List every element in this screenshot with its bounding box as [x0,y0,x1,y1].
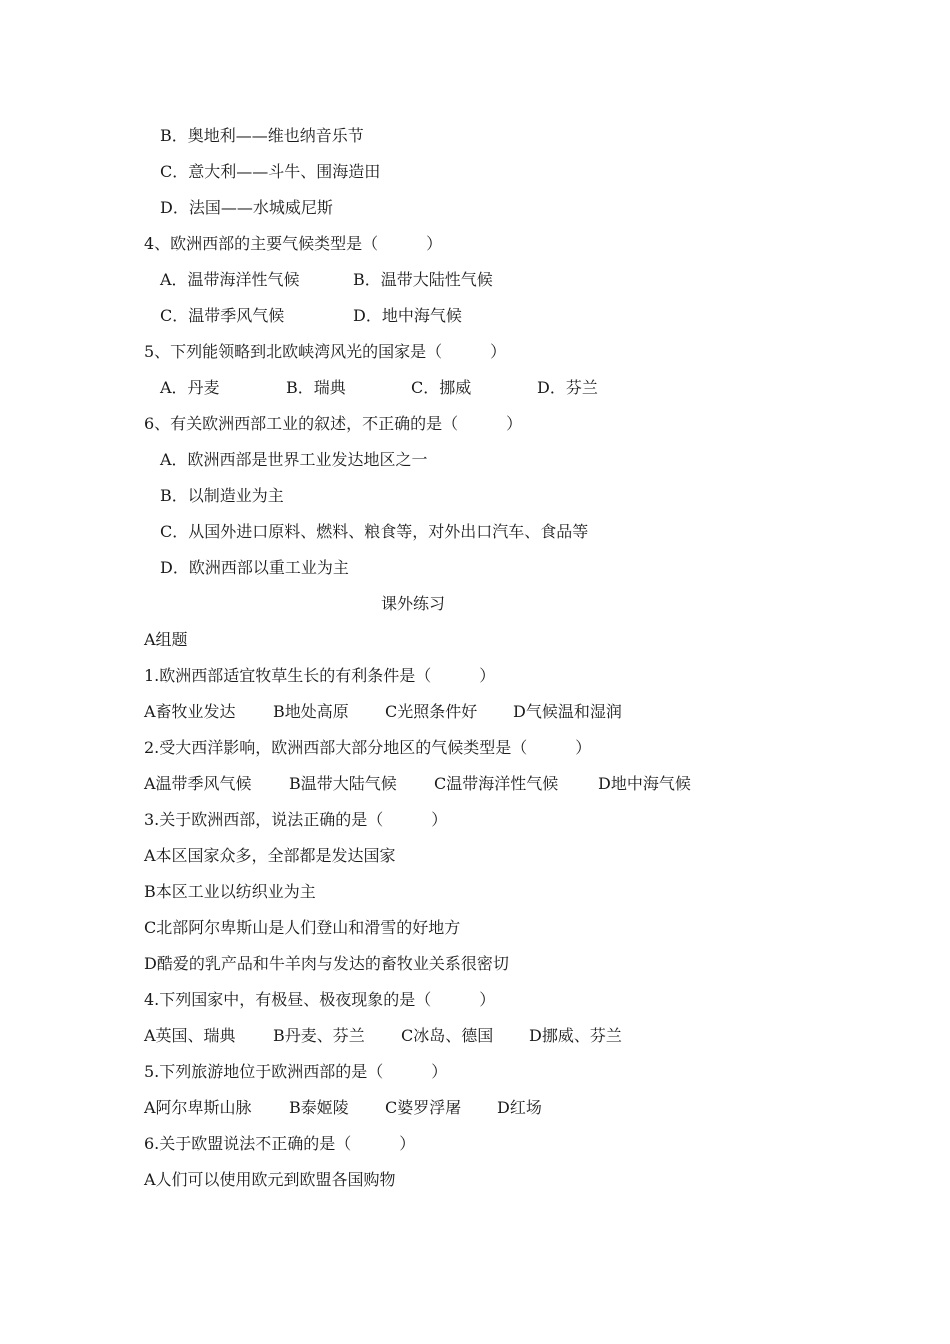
ex-q3-stem: 3.关于欧洲西部，说法正确的是（ ） [144,810,448,829]
ex-q3-option-a: A本区国家众多，全部都是发达国家 [144,846,396,865]
q3-option-c: C．意大利——斗牛、围海造田 [160,162,381,181]
ex-q2-option-a: A温带季风气候 [144,774,252,793]
ex-q5-option-b: B泰姬陵 [289,1098,349,1117]
q5-stem: 5、下列能领略到北欧峡湾风光的国家是（ ） [144,342,507,361]
q4-option-a: A．温带海洋性气候 [160,270,300,289]
q5-option-c: C．挪威 [411,378,472,397]
q3-option-b: B．奥地利——维也纳音乐节 [160,126,364,145]
q4-option-c: C．温带季风气候 [160,306,285,325]
ex-q1-option-b: B地处高原 [273,702,349,721]
section-title: 课外练习 [380,594,445,613]
ex-q1-option-d: D气候温和湿润 [513,702,622,721]
ex-q6-option-a: A人们可以使用欧元到欧盟各国购物 [144,1170,396,1189]
q5-option-b: B．瑞典 [286,378,346,397]
q3-option-d: D．法国——水城威尼斯 [160,198,333,217]
q4-stem: 4、欧洲西部的主要气候类型是（ ） [144,234,443,253]
ex-q3-option-c: C北部阿尔卑斯山是人们登山和滑雪的好地方 [144,918,461,937]
group-label: A组题 [144,630,188,649]
ex-q4-option-d: D挪威、芬兰 [529,1026,622,1045]
ex-q1-option-c: C光照条件好 [385,702,478,721]
q6-option-d: D．欧洲西部以重工业为主 [160,558,349,577]
ex-q4-option-b: B丹麦、芬兰 [273,1026,365,1045]
ex-q2-stem: 2.受大西洋影响，欧洲西部大部分地区的气候类型是（ ） [144,738,592,757]
ex-q1-stem: 1.欧洲西部适宜牧草生长的有利条件是（ ） [144,666,496,685]
ex-q5-option-a: A阿尔卑斯山脉 [144,1098,252,1117]
ex-q6-stem: 6.关于欧盟说法不正确的是（ ） [144,1134,416,1153]
q5-option-d: D．芬兰 [537,378,598,397]
ex-q2-option-d: D地中海气候 [598,774,691,793]
ex-q2-option-b: B温带大陆气候 [289,774,397,793]
q5-option-a: A．丹麦 [160,378,220,397]
ex-q4-option-c: C冰岛、德国 [401,1026,494,1045]
q4-option-d: D．地中海气候 [353,306,462,325]
ex-q5-stem: 5.下列旅游地位于欧洲西部的是（ ） [144,1062,448,1081]
ex-q2-option-c: C温带海洋性气候 [434,774,559,793]
q6-option-b: B．以制造业为主 [160,486,284,505]
q6-stem: 6、有关欧洲西部工业的叙述，不正确的是（ ） [144,414,523,433]
q6-option-a: A．欧洲西部是世界工业发达地区之一 [160,450,428,469]
ex-q5-option-d: D红场 [497,1098,542,1117]
ex-q4-option-a: A英国、瑞典 [144,1026,236,1045]
ex-q5-option-c: C婆罗浮屠 [385,1098,462,1117]
ex-q3-option-b: B本区工业以纺织业为主 [144,882,316,901]
ex-q4-stem: 4.下列国家中，有极昼、极夜现象的是（ ） [144,990,496,1009]
ex-q3-option-d: D酷爱的乳产品和牛羊肉与发达的畜牧业关系很密切 [144,954,509,973]
q4-option-b: B．温带大陆性气候 [353,270,493,289]
ex-q1-option-a: A畜牧业发达 [144,702,236,721]
q6-option-c: C．从国外进口原料、燃料、粮食等，对外出口汽车、食品等 [160,522,589,541]
